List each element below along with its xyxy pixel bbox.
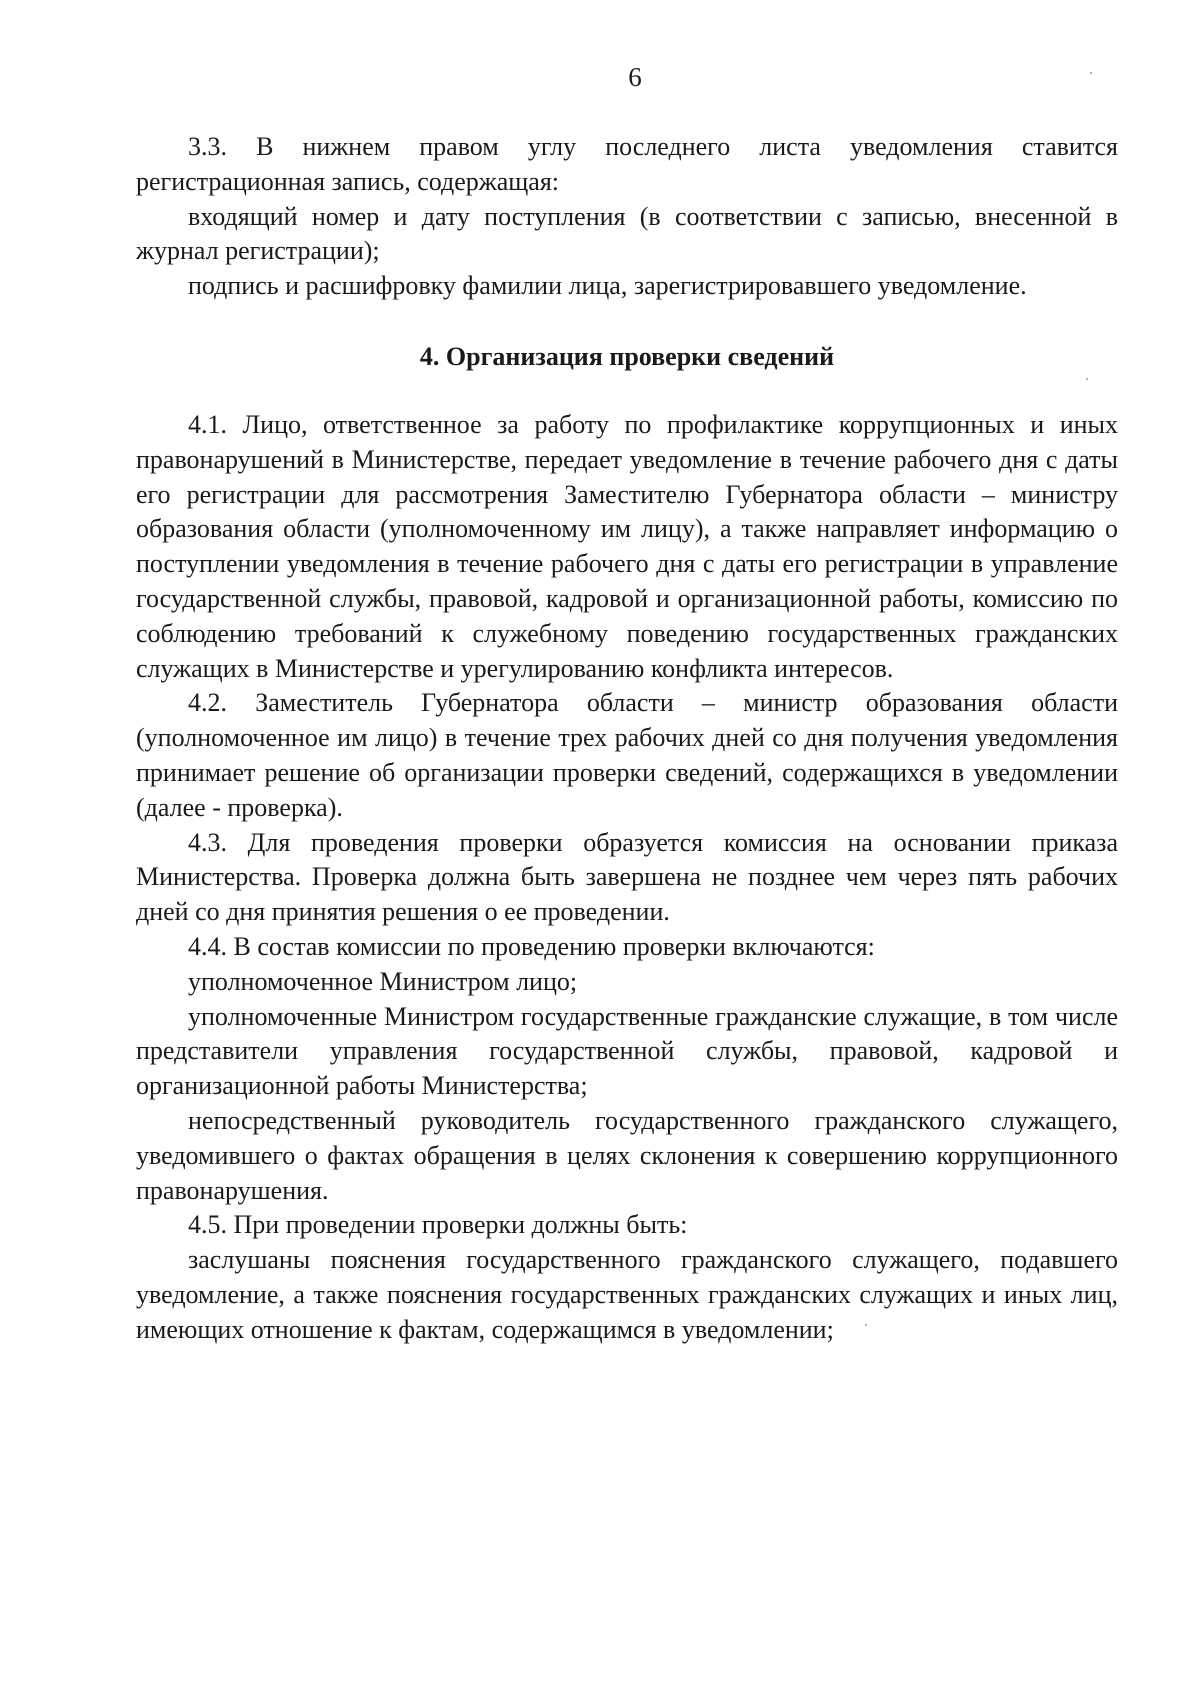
paragraph-4-4-item-civil-servants: уполномоченные Министром государственные гражданские служащие, в том числе представители управления государственной службы, правовой, кадровой и организационной работы Министерства; bbox=[136, 1001, 1118, 1101]
paragraph-4-4: 4.4. В состав комиссии по проведению проверки включаются: bbox=[188, 931, 875, 961]
scan-speck bbox=[865, 1324, 867, 1326]
paragraph-4-4-item-direct-supervisor: непосредственный руководитель государственного гражданского служащего, уведомившего о фактах обращения в целях склонения к совершению коррупционного правонарушения. bbox=[136, 1105, 1118, 1205]
page-number: 6 bbox=[628, 62, 642, 92]
paragraph-4-3: 4.3. Для проведения проверки образуется комиссия на основании приказа Министерства. Проверка должна быть завершена не позднее чем через пять рабочих дней со дня принятия решения о ее проведении. bbox=[136, 827, 1118, 927]
paragraph-4-5: 4.5. При проведении проверки должны быть: bbox=[188, 1210, 688, 1240]
paragraph-3-3-item-signature: подпись и расшифровку фамилии лица, зарегистрировавшего уведомление. bbox=[188, 271, 1027, 301]
document-body bbox=[136, 130, 1118, 1348]
section-heading: 4. Организация проверки сведений bbox=[419, 341, 835, 371]
paragraph-4-5-item-explanations: заслушаны пояснения государственного гражданского служащего, подавшего уведомление, а также пояснения государственных гражданских служащих и иных лиц, имеющих отношение к фактам, содержащимся в уведомлении; bbox=[136, 1245, 1118, 1344]
paragraph-4-1: 4.1. Лицо, ответственное за работу по профилактике коррупционных и иных правонарушений в Министерстве, передает уведомление в течение рабочего дня с даты его регистрации для рассмотрения Заместителю Губернатора области – министру образования области (уполномоченному им лицу), а также направляет информацию о поступлении уведомления в течение рабочего дня с даты его регистрации в управление государственной службы, правовой, кадровой и организационной работы, комиссию по соблюдению требований к служебному поведению государственных гражданских служащих в Министерстве и урегулированию конфликта интересов. bbox=[136, 409, 1118, 683]
scan-speck bbox=[1086, 378, 1088, 380]
scan-speck bbox=[1090, 72, 1092, 74]
paragraph-3-3-item-incoming-number: входящий номер и дату поступления (в соответствии с записью, внесенной в журнал регистрации); bbox=[136, 201, 1118, 266]
paragraph-4-2: 4.2. Заместитель Губернатора области – министр образования области (уполномоченное им лицо) в течение трех рабочих дней со дня получения уведомления принимает решение об организации проверки сведений, содержащихся в уведомлении (далее - проверка). bbox=[136, 688, 1118, 822]
paragraph-4-4-item-authorized-person: уполномоченное Министром лицо; bbox=[188, 966, 578, 996]
paragraph-3-3: 3.3. В нижнем правом углу последнего листа уведомления ставится регистрационная запись, содержащая: bbox=[136, 132, 1118, 196]
